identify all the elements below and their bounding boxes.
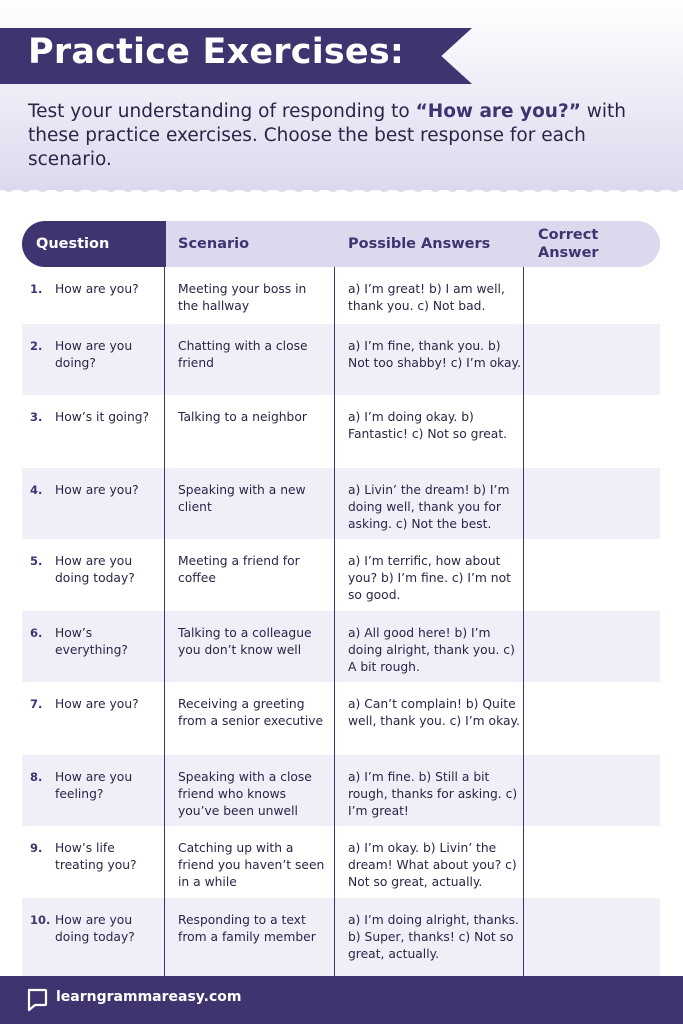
possible-answers-cell: a) I’m doing alright, thanks. b) Super, thanks! c) Not so great, actually. (348, 913, 519, 961)
column-header-correct-answer: Correct Answer (538, 227, 599, 261)
possible-answers-cell: a) Can’t complain! b) Quite well, thank you. c) I’m okay. (348, 697, 520, 728)
column-divider (334, 221, 335, 977)
question-cell: How’s everything? (55, 626, 128, 657)
question-cell: How are you? (55, 697, 139, 711)
possible-answers-cell: a) I’m okay. b) Livin’ the dream! What about you? c) Not so great, actually. (348, 841, 517, 889)
exercise-table (22, 221, 660, 977)
intro-highlight: “How are you?” (415, 101, 581, 122)
possible-answers-cell: a) All good here! b) I’m doing alright, thank you. c) A bit rough. (348, 626, 515, 674)
possible-answers-cell: a) I’m fine, thank you. b) Not too shabby! c) I’m okay. (348, 339, 521, 370)
scenario-cell: Meeting your boss in the hallway (178, 282, 307, 313)
question-number: 6. (30, 626, 43, 640)
column-header-scenario: Scenario (178, 236, 250, 252)
possible-answers-cell: a) I’m fine. b) Still a bit rough, thanks for asking. c) I’m great! (348, 770, 518, 818)
question-cell: How are you? (55, 483, 139, 497)
table-row (22, 395, 660, 468)
possible-answers-cell: a) Livin’ the dream! b) I’m doing well, thank you for asking. c) Not the best. (348, 483, 510, 531)
question-number: 5. (30, 554, 43, 568)
table-row (22, 539, 660, 611)
scenario-cell: Speaking with a close friend who knows you’ve been unwell (178, 770, 312, 818)
chat-bubble-icon (26, 988, 48, 1012)
table-row (22, 468, 660, 539)
question-number: 7. (30, 697, 43, 711)
table-header (22, 221, 660, 267)
table-row (22, 611, 660, 682)
scenario-cell: Receiving a greeting from a senior executive (178, 697, 324, 728)
question-cell: How are you doing today? (55, 554, 135, 585)
question-cell: How are you doing? (55, 339, 133, 370)
page-title: Practice Exercises: (28, 32, 405, 72)
possible-answers-cell: a) I’m great! b) I am well, thank you. c) Not bad. (348, 282, 505, 313)
possible-answers-cell: a) I’m terrific, how about you? b) I’m fine. c) I’m not so good. (348, 554, 511, 602)
question-number: 3. (30, 410, 43, 424)
table-row (22, 755, 660, 826)
question-cell: How are you feeling? (55, 770, 133, 801)
question-cell: How’s life treating you? (55, 841, 137, 872)
intro-text-start: Test your understanding of responding to (28, 101, 416, 122)
question-cell: How are you? (55, 282, 139, 296)
scenario-cell: Responding to a text from a family member (178, 913, 316, 944)
scenario-cell: Chatting with a close friend (178, 339, 308, 370)
possible-answers-cell: a) I’m doing okay. b) Fantastic! c) Not so great. (348, 410, 508, 441)
table-row (22, 324, 660, 395)
question-cell: How’s it going? (55, 410, 150, 424)
column-header-question: Question (36, 236, 110, 252)
question-number: 10. (30, 913, 51, 927)
table-row (22, 682, 660, 755)
column-divider (523, 221, 524, 977)
scenario-cell: Speaking with a new client (178, 483, 306, 514)
question-number: 9. (30, 841, 43, 855)
footer (0, 976, 683, 1024)
scenario-cell: Talking to a neighbor (178, 410, 307, 424)
question-number: 8. (30, 770, 43, 784)
column-divider (164, 221, 165, 977)
scenario-cell: Talking to a colleague you don’t know well (178, 626, 312, 657)
question-number: 4. (30, 483, 43, 497)
site-link[interactable]: learngrammareasy.com (56, 989, 242, 1005)
intro-text-end: with these practice exercises. Choose the best response for each scenario. (28, 101, 627, 170)
table-row (22, 826, 660, 898)
scenario-cell: Meeting a friend for coffee (178, 554, 300, 585)
question-number: 1. (30, 282, 43, 296)
intro-text (28, 100, 648, 172)
table-row (22, 267, 660, 324)
column-header-possible-answers: Possible Answers (348, 236, 491, 252)
scenario-cell: Catching up with a friend you haven’t seen in a while (178, 841, 325, 889)
question-cell: How are you doing today? (55, 913, 135, 944)
table-row (22, 898, 660, 977)
scalloped-divider (0, 186, 683, 198)
question-number: 2. (30, 339, 43, 353)
